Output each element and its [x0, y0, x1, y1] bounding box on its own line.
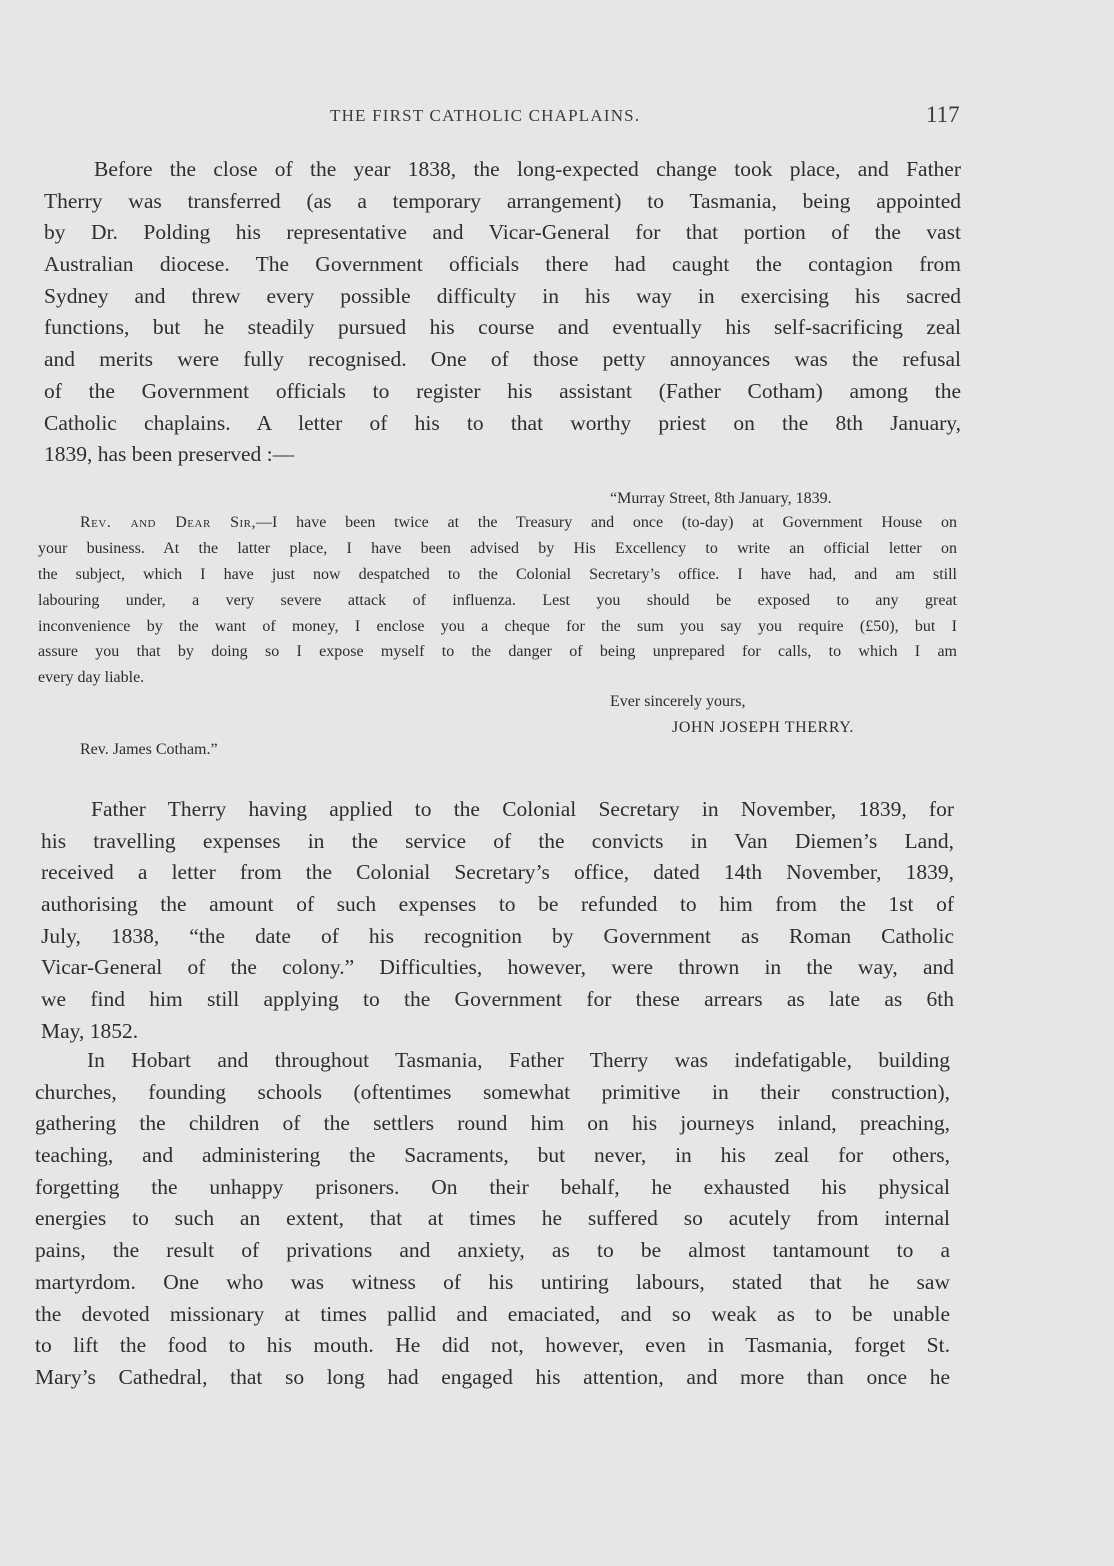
letter-signature: JOHN JOSEPH THERRY. [672, 719, 854, 736]
text-line: Therry was transferred (as a temporary arrangement) to Tasmania, being appointed [44, 188, 961, 213]
text-line: martyrdom. One who was witness of his untiring labours, stated that he saw [35, 1269, 950, 1294]
paragraph-1 [44, 154, 961, 471]
text-line: the subject, which I have just now despatched to the Colonial Secretary’s office. I have had, and am still [38, 565, 957, 583]
text-line: to lift the food to his mouth. He did not, however, even in Tasmania, forget St. [35, 1333, 950, 1358]
text-line: Catholic chaplains. A letter of his to that worthy priest on the 8th January, [44, 410, 961, 435]
text-line: July, 1838, “the date of his recognition by Government as Roman Catholic [41, 923, 954, 948]
letter-closing: Ever sincerely yours, [610, 693, 746, 710]
text-line: we find him still applying to the Government for these arrears as late as 6th [41, 987, 954, 1012]
text-line: his travelling expenses in the service of the convicts in Van Diemen’s Land, [41, 828, 954, 853]
letter-addressee: Rev. James Cotham.” [80, 741, 218, 758]
text-line: In Hobart and throughout Tasmania, Father Therry was indefatigable, building [87, 1048, 950, 1072]
text-line: churches, founding schools (oftentimes somewhat primitive in their construction), [35, 1079, 950, 1104]
page-number: 117 [926, 102, 960, 127]
text-line: May, 1852. [41, 1018, 139, 1043]
text-line: Rev. and Dear Sir,—I have been twice at the Treasury and once (to-day) at Government House on [80, 514, 957, 531]
text-line: Australian diocese. The Government officials there had caught the contagion from [44, 252, 961, 277]
text-line: Before the close of the year 1838, the long-expected change took place, and Father [94, 157, 961, 181]
running-head: THE FIRST CATHOLIC CHAPLAINS. [330, 106, 641, 125]
text-line: every day liable. [38, 669, 145, 687]
text-line: gathering the children of the settlers round him on his journeys inland, preaching, [35, 1111, 950, 1136]
text-line: inconvenience by the want of money, I enclose you a cheque for the sum you say you require (£50), but I [38, 617, 957, 635]
text-line: forgetting the unhappy prisoners. On their behalf, he exhausted his physical [35, 1174, 950, 1199]
text-line: energies to such an extent, that at times he suffered so acutely from internal [35, 1206, 950, 1231]
text-line: received a letter from the Colonial Secretary’s office, dated 14th November, 1839, [41, 860, 954, 885]
text-line: assure you that by doing so I expose myself to the danger of being unprepared for calls, to which I am [38, 643, 957, 661]
text-line: authorising the amount of such expenses to be refunded to him from the 1st of [41, 892, 954, 917]
text-line: by Dr. Polding his representative and Vicar-General for that portion of the vast [44, 220, 961, 245]
text-line: your business. At the latter place, I have been advised by His Excellency to write an official letter on [38, 539, 957, 557]
text-line: Sydney and threw every possible difficulty in his way in exercising his sacred [44, 283, 961, 308]
text-line: the devoted missionary at times pallid and emaciated, and so weak as to be unable [35, 1301, 950, 1326]
letter-body [38, 510, 957, 691]
letter-salutation: Rev. and Dear Sir, [80, 514, 256, 531]
text-line: functions, but he steadily pursued his course and eventually his self-sacrificing zeal [44, 315, 961, 340]
paragraph-2 [41, 794, 954, 1048]
text-line: and merits were fully recognised. One of those petty annoyances was the refusal [44, 347, 961, 372]
text-line: labouring under, a very severe attack of influenza. Lest you should be exposed to any great [38, 591, 957, 609]
text-line: pains, the result of privations and anxiety, as to be almost tantamount to a [35, 1238, 950, 1263]
text-line: Vicar-General of the colony.” Difficulties, however, were thrown in the way, and [41, 955, 954, 980]
paragraph-3 [35, 1045, 950, 1394]
text-line: of the Government officials to register his assistant (Father Cotham) among the [44, 378, 961, 403]
text-line: teaching, and administering the Sacraments, but never, in his zeal for others, [35, 1143, 950, 1168]
letter-dateline: “Murray Street, 8th January, 1839. [610, 490, 832, 507]
text-line: Father Therry having applied to the Colonial Secretary in November, 1839, for [91, 797, 954, 821]
text-line: Mary’s Cathedral, that so long had engaged his attention, and more than once he [35, 1364, 950, 1389]
text-line: 1839, has been preserved :— [44, 442, 295, 467]
